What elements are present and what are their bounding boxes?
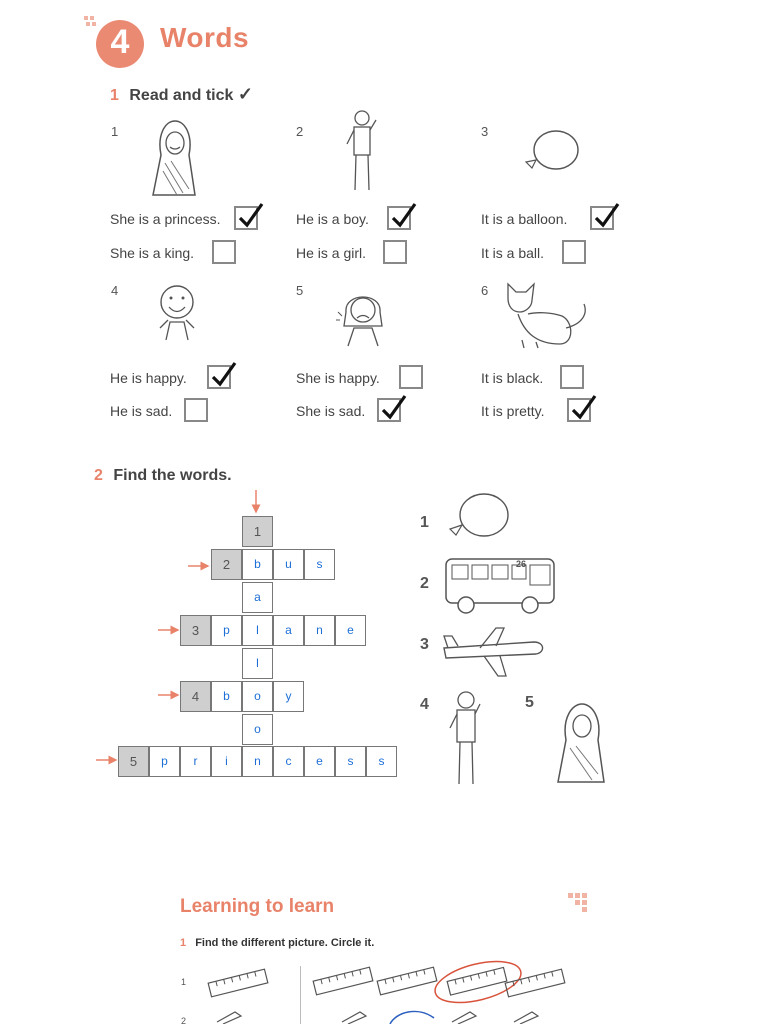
option-sentence: She is a king.: [110, 245, 195, 261]
tick-mark-icon: ✓: [237, 84, 253, 104]
checkbox-checked[interactable]: [377, 398, 401, 422]
item-number: 4: [111, 283, 119, 298]
option-sentence: She is sad.: [296, 403, 366, 419]
checkbox-checked[interactable]: [590, 206, 614, 230]
clue-number-cell: 4: [180, 681, 211, 712]
option-sentence: He is a boy.: [296, 211, 369, 227]
row-number: 1: [181, 977, 187, 987]
item-number: 3: [481, 124, 489, 139]
bus-number-label: 26: [516, 559, 527, 569]
option-sentence: It is black.: [481, 370, 544, 386]
princess-picture-icon: [143, 115, 207, 201]
learning-exercise-number: 1: [180, 937, 187, 949]
ruler-icon: [310, 966, 376, 996]
crossword-cell[interactable]: b: [211, 681, 242, 712]
option-sentence: He is sad.: [110, 403, 173, 419]
unit-title: Words: [160, 22, 250, 53]
exercise2-title: Find the words.: [113, 467, 232, 484]
picture-number: 2: [420, 575, 429, 592]
crossword-cell[interactable]: p: [149, 746, 180, 777]
picture-number: 1: [420, 514, 429, 531]
exercise1-number: 1: [110, 87, 119, 104]
exercise2-number: 2: [94, 467, 103, 484]
crossword-cell[interactable]: e: [335, 615, 366, 646]
divider-line: [300, 966, 301, 1024]
exercise1-title: Read and tick: [129, 87, 234, 104]
cat-picture-icon: [502, 278, 594, 350]
option-sentence: It is a ball.: [481, 245, 545, 261]
picture-number: 5: [525, 694, 534, 711]
checkbox-empty[interactable]: [562, 240, 586, 264]
corner-decoration-icon: [566, 891, 590, 919]
clue-number-cell: 3: [180, 615, 211, 646]
tick-icon: [236, 202, 266, 232]
exercise1-heading: [110, 84, 253, 105]
checkbox-checked[interactable]: [207, 365, 231, 389]
crossword-cell[interactable]: s: [366, 746, 397, 777]
checkbox-empty[interactable]: [399, 365, 423, 389]
pencil-icon: [215, 1010, 245, 1024]
item-number: 1: [111, 124, 119, 139]
tick-icon: [379, 394, 409, 424]
option-sentence: She is a princess.: [110, 211, 221, 227]
unit-number: 4: [110, 23, 130, 61]
crossword-cell[interactable]: o: [242, 714, 273, 745]
happy-boy-picture-icon: [148, 278, 206, 342]
balloon-picture-icon: [518, 128, 582, 178]
crossword-cell[interactable]: u: [273, 549, 304, 580]
ruler-icon: [205, 968, 271, 998]
checkbox-checked[interactable]: [387, 206, 411, 230]
learning-title: Learning to learn: [180, 896, 335, 917]
row-number: 2: [181, 1016, 187, 1026]
checkbox-checked[interactable]: [234, 206, 258, 230]
crossword-cell[interactable]: n: [304, 615, 335, 646]
unit-badge: [84, 14, 148, 70]
picture-number: 4: [420, 696, 429, 713]
learning-exercise-text: Find the different picture. Circle it.: [195, 937, 375, 949]
crossword-cell[interactable]: i: [211, 746, 242, 777]
tick-icon: [209, 361, 239, 391]
checkbox-empty[interactable]: [184, 398, 208, 422]
pencil-icon: [512, 1010, 542, 1024]
item-number: 5: [296, 283, 304, 298]
crossword-cell[interactable]: s: [335, 746, 366, 777]
crossword-cell[interactable]: a: [273, 615, 304, 646]
tick-icon: [569, 394, 599, 424]
blue-circle-mark-icon: [388, 1008, 438, 1024]
clue-number-cell: 2: [211, 549, 242, 580]
princess-icon: [548, 698, 616, 786]
balloon-icon: [440, 489, 512, 545]
crossword-cell[interactable]: o: [242, 681, 273, 712]
clue-number-cell: 5: [118, 746, 149, 777]
boy-icon: [446, 688, 486, 788]
checkbox-empty[interactable]: [212, 240, 236, 264]
option-sentence: He is happy.: [110, 370, 187, 386]
option-sentence: She is happy.: [296, 370, 380, 386]
item-number: 2: [296, 124, 304, 139]
boy-picture-icon: [342, 106, 382, 194]
crossword-cell[interactable]: l: [242, 648, 273, 679]
sad-girl-picture-icon: [334, 282, 392, 348]
crossword-cell[interactable]: e: [304, 746, 335, 777]
tick-icon: [592, 202, 622, 232]
plane-icon: [440, 624, 548, 680]
crossword-cell[interactable]: p: [211, 615, 242, 646]
checkbox-empty[interactable]: [383, 240, 407, 264]
pencil-icon: [340, 1010, 370, 1024]
crossword-cell[interactable]: l: [242, 615, 273, 646]
crossword-cell[interactable]: y: [273, 681, 304, 712]
picture-number: 3: [420, 636, 429, 653]
crossword-cell[interactable]: c: [273, 746, 304, 777]
ruler-icon: [502, 968, 568, 998]
clue-number-cell: 1: [242, 516, 273, 547]
crossword-cell[interactable]: n: [242, 746, 273, 777]
crossword-cell[interactable]: a: [242, 582, 273, 613]
learning-exercise: [180, 937, 374, 949]
option-sentence: He is a girl.: [296, 245, 367, 261]
exercise2-heading: [94, 467, 232, 485]
checkbox-empty[interactable]: [560, 365, 584, 389]
option-sentence: It is pretty.: [481, 403, 545, 419]
option-sentence: It is a balloon.: [481, 211, 568, 227]
crossword-cell[interactable]: s: [304, 549, 335, 580]
crossword-cell[interactable]: b: [242, 549, 273, 580]
tick-icon: [389, 202, 419, 232]
crossword-cell[interactable]: r: [180, 746, 211, 777]
item-number: 6: [481, 283, 489, 298]
checkbox-checked[interactable]: [567, 398, 591, 422]
bus-icon: [442, 553, 560, 617]
pencil-icon: [450, 1010, 480, 1024]
